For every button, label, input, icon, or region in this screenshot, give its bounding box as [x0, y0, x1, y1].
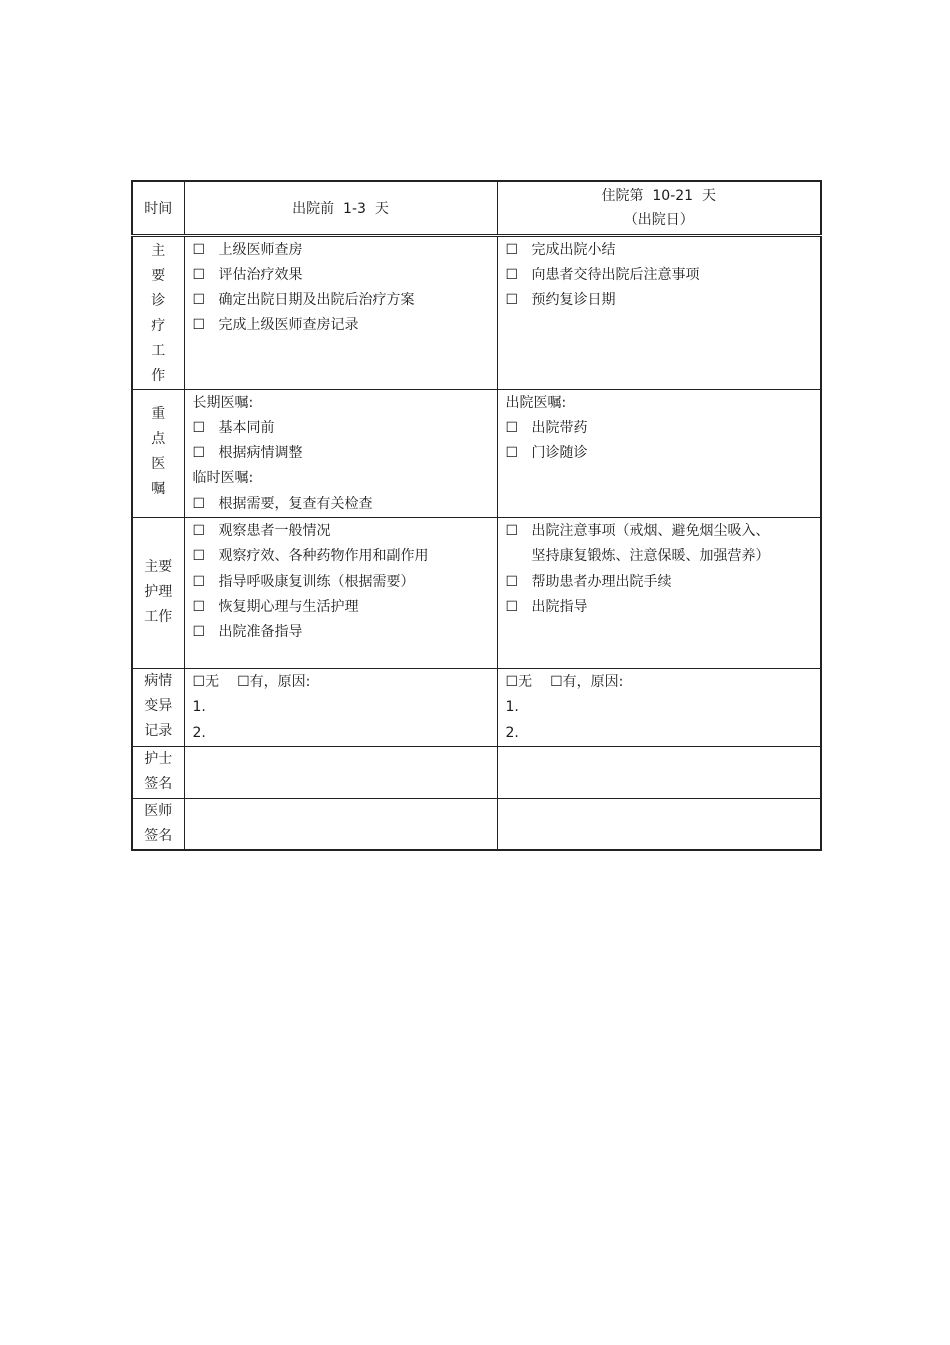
label-char: 疗: [151, 317, 166, 334]
variation-reason-2[interactable]: 2.: [505, 724, 519, 741]
checklist-item[interactable]: [193, 238, 489, 263]
item-label: 恢复期心理与生活护理: [218, 598, 359, 615]
label-char: 主: [151, 242, 166, 259]
checklist-item[interactable]: [193, 416, 489, 441]
item-label: 根据需要，复查有关检查: [218, 495, 373, 512]
diagnosis-col1: [184, 235, 497, 389]
checklist-item[interactable]: [193, 441, 489, 466]
item-label: 完成出院小结: [531, 241, 616, 258]
item-label: 帮助患者办理出院手续: [531, 573, 672, 590]
nurse-signature-label: [132, 746, 184, 798]
variation-col2: [497, 668, 821, 746]
label-text: 医师: [144, 802, 173, 819]
checkbox-icon[interactable]: ☐: [505, 292, 519, 309]
label-char: 医: [151, 455, 166, 472]
clinical-pathway-table: [131, 180, 822, 851]
checklist-item[interactable]: [193, 263, 489, 288]
checklist-item[interactable]: [193, 620, 489, 645]
nursing-row: [132, 517, 821, 668]
diagnosis-col2: [497, 235, 821, 389]
checklist-item[interactable]: [506, 441, 813, 466]
checklist-item[interactable]: [193, 288, 489, 313]
variation-col1: [184, 668, 497, 746]
label-text: 护理: [144, 584, 173, 601]
option-yes: 有，原因:: [249, 673, 311, 690]
label-char: 要: [151, 267, 166, 284]
checkbox-icon[interactable]: ☐: [192, 292, 206, 309]
checklist-item[interactable]: [506, 570, 813, 595]
item-label: 出院带药: [531, 419, 588, 436]
label-char: 作: [151, 367, 166, 384]
checklist-item[interactable]: [506, 416, 813, 441]
checklist-item[interactable]: [506, 263, 813, 288]
option-yes: 有，原因:: [562, 673, 624, 690]
label-text: 护士: [144, 750, 173, 767]
checklist-item[interactable]: [506, 519, 813, 570]
label-text: 签名: [144, 775, 173, 792]
item-label-line: 坚持康复锻炼、注意保暖、加强营养）: [531, 548, 770, 565]
checkbox-icon[interactable]: ☐: [505, 673, 519, 690]
checkbox-icon[interactable]: ☐: [192, 624, 206, 641]
col2-title-line2: （出院日）: [623, 211, 694, 228]
checkbox-icon[interactable]: ☐: [505, 445, 519, 462]
checkbox-icon[interactable]: ☐: [192, 317, 206, 334]
variation-reason-1[interactable]: 1.: [192, 699, 206, 716]
item-label: 出院准备指导: [218, 624, 303, 641]
time-label: 时间: [132, 181, 184, 235]
nurse-signature-row: [132, 746, 821, 798]
checkbox-icon[interactable]: ☐: [505, 598, 519, 615]
label-text: 病情: [144, 672, 173, 689]
checkbox-icon[interactable]: ☐: [505, 573, 519, 590]
col2-title-line1: 住院第 10-21 天: [601, 187, 716, 204]
doctor-signature-col1[interactable]: [184, 798, 497, 850]
checkbox-icon[interactable]: ☐: [505, 241, 519, 258]
item-label: 出院指导: [531, 598, 588, 615]
item-label: 根据病情调整: [218, 445, 303, 462]
checkbox-icon[interactable]: ☐: [505, 266, 519, 283]
col1-title: 出院前 1-3 天: [184, 181, 497, 235]
checklist-item[interactable]: [193, 570, 489, 595]
checkbox-icon[interactable]: ☐: [505, 419, 519, 436]
item-label: 基本同前: [218, 419, 275, 436]
label-text: 记录: [144, 722, 173, 739]
orders-row: [132, 389, 821, 517]
checkbox-icon[interactable]: ☐: [192, 419, 206, 436]
long-term-orders-heading: 长期医嘱:: [192, 394, 254, 411]
item-label: 门诊随诊: [531, 445, 588, 462]
doctor-signature-label: [132, 798, 184, 850]
checkbox-icon[interactable]: ☐: [550, 673, 563, 690]
variation-reason-2[interactable]: 2.: [192, 724, 206, 741]
label-char: 点: [151, 430, 166, 447]
variation-options: [506, 670, 813, 695]
checklist-item[interactable]: [506, 238, 813, 263]
checkbox-icon[interactable]: ☐: [505, 522, 519, 539]
label-text: 工作: [144, 609, 173, 626]
option-none: 无: [518, 673, 533, 690]
checklist-item[interactable]: [193, 492, 489, 517]
item-label: 向患者交待出院后注意事项: [531, 266, 700, 283]
checklist-item[interactable]: [193, 544, 489, 569]
checkbox-icon[interactable]: ☐: [192, 241, 206, 258]
checklist-item[interactable]: [506, 595, 813, 620]
item-label: 观察疗效、各种药物作用和副作用: [218, 548, 429, 565]
diagnosis-label: [132, 235, 184, 389]
discharge-orders-heading: 出院医嘱:: [505, 394, 567, 411]
checkbox-icon[interactable]: ☐: [192, 598, 206, 615]
checklist-item[interactable]: [193, 313, 489, 338]
orders-col2: [497, 389, 821, 517]
nurse-signature-col1[interactable]: [184, 746, 497, 798]
label-text: 变异: [144, 697, 173, 714]
checklist-item[interactable]: [193, 595, 489, 620]
checkbox-icon[interactable]: ☐: [192, 573, 206, 590]
label-char: 重: [151, 405, 166, 422]
checkbox-icon[interactable]: ☐: [192, 548, 206, 565]
nursing-label: [132, 517, 184, 668]
item-label-line: 出院注意事项（戒烟、避免烟尘吸入、: [531, 522, 770, 539]
item-label: [532, 519, 770, 570]
option-none: 无: [205, 673, 220, 690]
nursing-col1: [184, 517, 497, 668]
label-char: 工: [151, 342, 166, 359]
nurse-signature-col2[interactable]: [497, 746, 821, 798]
checklist-item[interactable]: [193, 519, 489, 544]
checkbox-icon[interactable]: ☐: [192, 495, 206, 512]
item-label: 指导呼吸康复训练（根据需要）: [218, 573, 415, 590]
col2-title: [497, 181, 821, 235]
orders-col1: [184, 389, 497, 517]
variation-label: [132, 668, 184, 746]
item-label: 预约复诊日期: [531, 292, 616, 309]
label-char: 诊: [151, 292, 166, 309]
checkbox-icon[interactable]: ☐: [192, 522, 206, 539]
diagnosis-row: [132, 235, 821, 389]
doctor-signature-col2[interactable]: [497, 798, 821, 850]
item-label: 观察患者一般情况: [218, 522, 331, 539]
label-text: 主要: [144, 559, 173, 576]
variation-reason-1[interactable]: 1.: [505, 699, 519, 716]
header-row: [132, 181, 821, 235]
checkbox-icon[interactable]: ☐: [192, 266, 206, 283]
temporary-orders-heading: 临时医嘱:: [192, 470, 254, 487]
label-char: 嘱: [151, 480, 166, 497]
item-label: 评估治疗效果: [218, 266, 303, 283]
item-label: 确定出院日期及出院后治疗方案: [218, 292, 415, 309]
variation-options: [193, 670, 489, 695]
checkbox-icon[interactable]: ☐: [192, 673, 206, 690]
label-text: 签名: [144, 827, 173, 844]
orders-label: [132, 389, 184, 517]
item-label: 完成上级医师查房记录: [218, 317, 359, 334]
doctor-signature-row: [132, 798, 821, 850]
variation-row: [132, 668, 821, 746]
checkbox-icon[interactable]: ☐: [237, 673, 250, 690]
item-label: 上级医师查房: [218, 241, 303, 258]
checklist-item[interactable]: [506, 288, 813, 313]
checkbox-icon[interactable]: ☐: [192, 445, 206, 462]
nursing-col2: [497, 517, 821, 668]
